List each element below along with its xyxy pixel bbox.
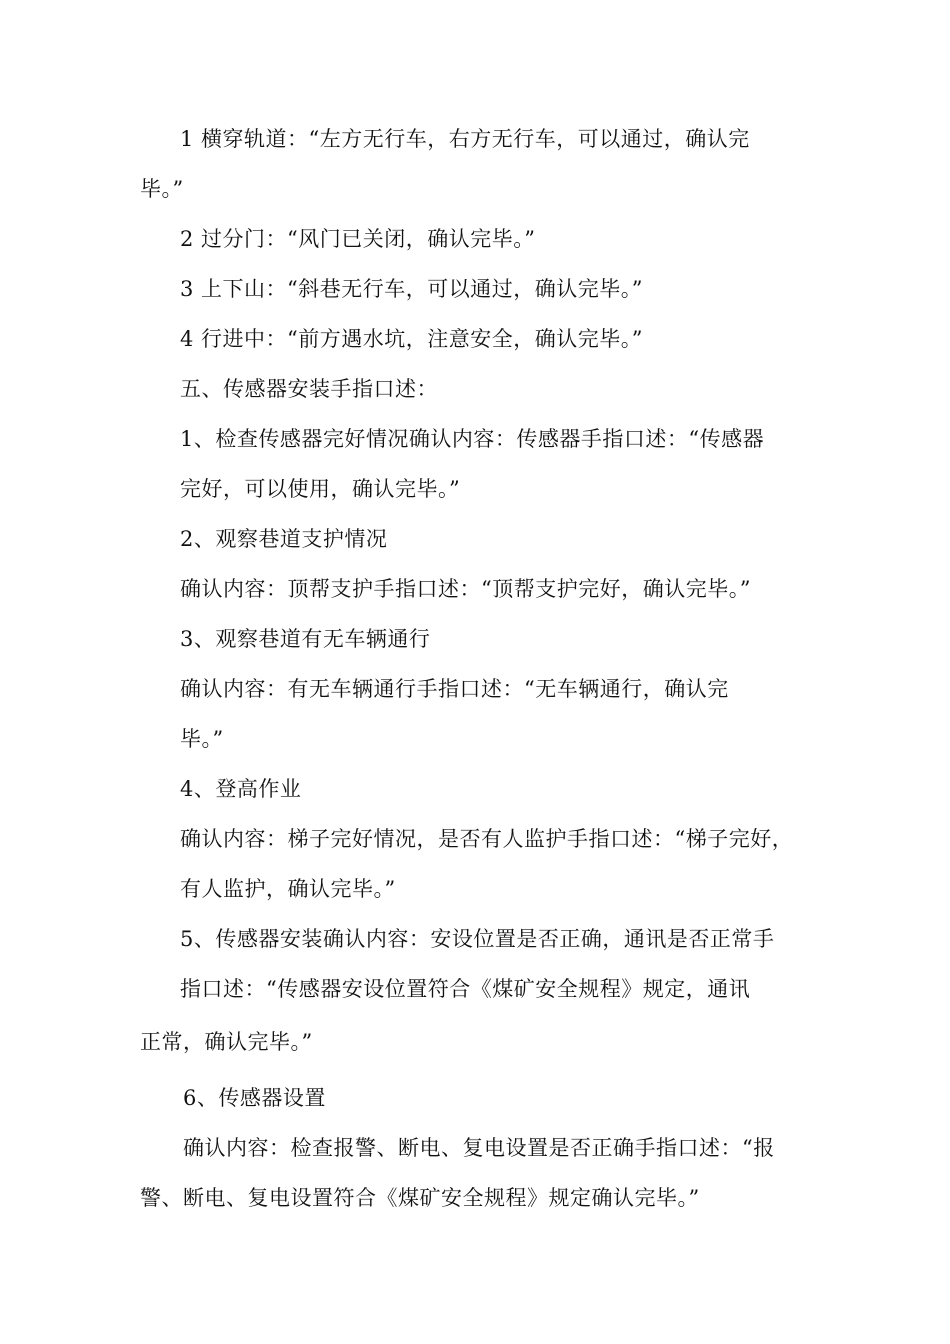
section-heading: 五、传感器安装手指口述：	[180, 377, 438, 401]
text-line: 1、检查传感器完好情况确认内容：传感器手指口述：“传感器	[180, 427, 765, 451]
text-line: 4、登高作业	[180, 777, 302, 801]
text-line: 指口述：“传感器安设位置符合《煤矿安全规程》规定，通讯	[180, 977, 751, 1001]
text-line: 完好，可以使用，确认完毕。”	[180, 477, 461, 501]
text-line: 正常，确认完毕。”	[140, 1030, 313, 1054]
text-line: 警、断电、复电设置符合《煤矿安全规程》规定确认完毕。”	[140, 1186, 700, 1210]
text-line: 1 横穿轨道：“左方无行车，右方无行车，可以通过，确认完	[180, 127, 750, 151]
text-line: 3、观察巷道有无车辆通行	[180, 627, 431, 651]
text-line: 3 上下山：“斜巷无行车，可以通过，确认完毕。”	[180, 277, 644, 301]
text-line: 有人监护，确认完毕。”	[180, 877, 396, 901]
text-line: 确认内容：梯子完好情况，是否有人监护手指口述：“梯子完好，	[180, 827, 794, 851]
text-line: 5、传感器安装确认内容：安设位置是否正确，通讯是否正常手	[180, 927, 775, 951]
text-line: 4 行进中：“前方遇水坑，注意安全，确认完毕。”	[180, 327, 644, 351]
text-line: 毕。”	[140, 177, 184, 201]
text-line: 2 过分门：“风门已关闭，确认完毕。”	[180, 227, 536, 251]
text-line: 确认内容：顶帮支护手指口述：“顶帮支护完好，确认完毕。”	[180, 577, 751, 601]
text-line: 确认内容：有无车辆通行手指口述：“无车辆通行，确认完	[180, 677, 729, 701]
text-line: 毕。”	[180, 727, 224, 751]
text-line: 6、传感器设置	[183, 1086, 326, 1110]
text-line: 确认内容：检查报警、断电、复电设置是否正确手指口述：“报	[183, 1136, 775, 1160]
text-line: 2、观察巷道支护情况	[180, 527, 388, 551]
